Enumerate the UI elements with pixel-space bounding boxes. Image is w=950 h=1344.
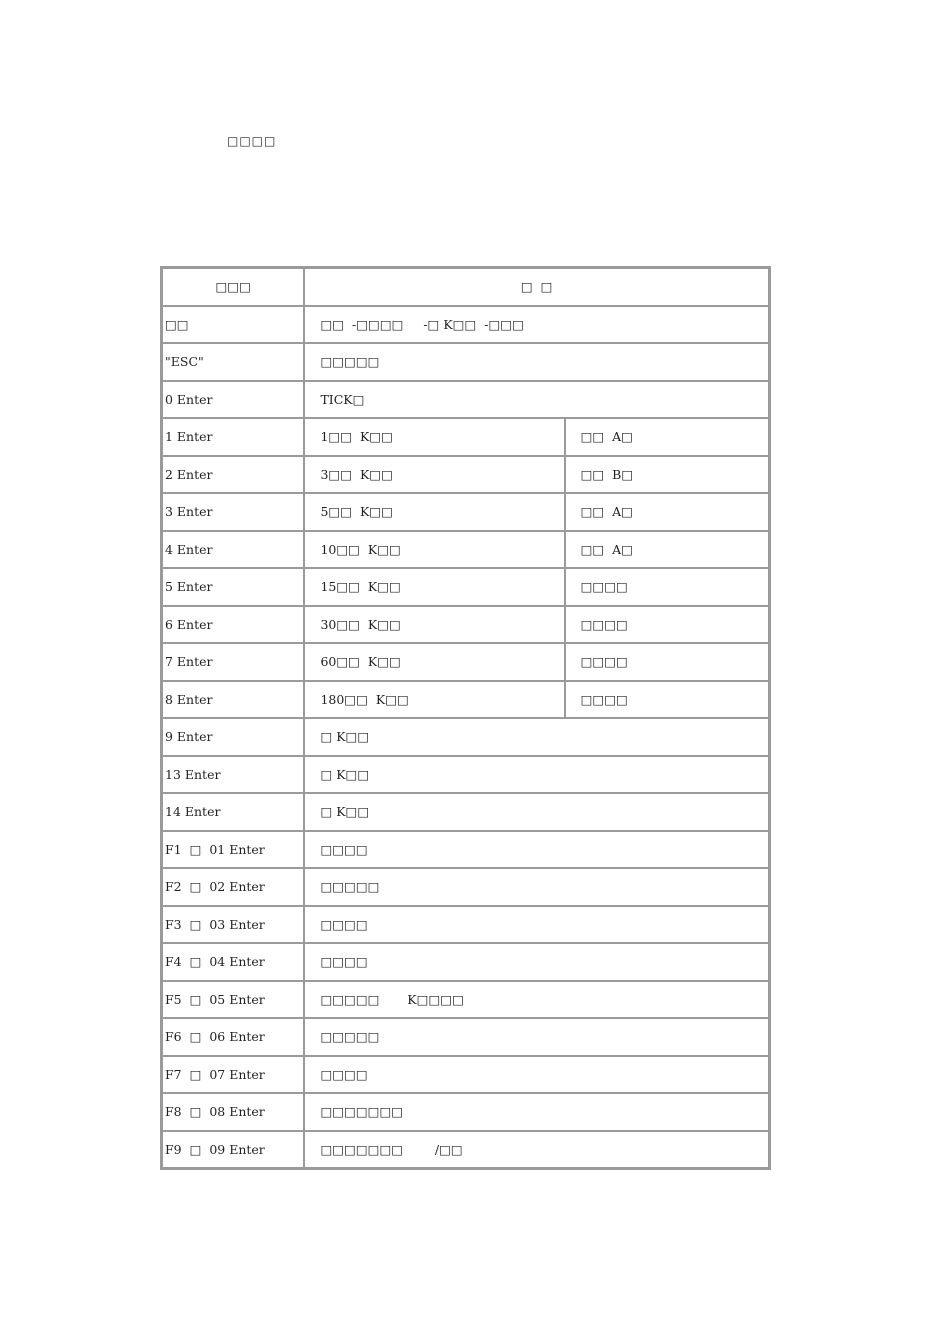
key-cell: □□ — [162, 306, 304, 344]
function-cell: □□□□□ — [304, 1018, 769, 1056]
table-row — [162, 906, 769, 944]
table-row — [162, 643, 769, 681]
key-cell: F6 □ 06 Enter — [162, 1018, 304, 1056]
table-row — [162, 456, 769, 494]
table-row — [162, 793, 769, 831]
key-cell: F9 □ 09 Enter — [162, 1131, 304, 1169]
function-cell: □□□□ — [304, 906, 769, 944]
key-cell: 14 Enter — [162, 793, 304, 831]
key-cell: 1 Enter — [162, 418, 304, 456]
key-cell: 7 Enter — [162, 643, 304, 681]
table-row — [162, 943, 769, 981]
key-cell: F3 □ 03 Enter — [162, 906, 304, 944]
key-cell: 4 Enter — [162, 531, 304, 569]
function-cell: □□□□□ — [304, 343, 769, 381]
function-cell: □□□□ — [304, 943, 769, 981]
extra-cell: □□ B□ — [565, 456, 769, 494]
table-row — [162, 606, 769, 644]
table-row — [162, 718, 769, 756]
key-cell: 0 Enter — [162, 381, 304, 419]
function-cell: 180□□ K□□ — [304, 681, 564, 719]
function-cell: □□□□ — [304, 831, 769, 869]
function-cell: 15□□ K□□ — [304, 568, 564, 606]
table-row — [162, 681, 769, 719]
header-function-cell: □ □ — [304, 268, 769, 306]
table-row — [162, 568, 769, 606]
key-cell: F8 □ 08 Enter — [162, 1093, 304, 1131]
function-cell: □ K□□ — [304, 718, 769, 756]
table-header-row — [162, 268, 769, 306]
function-cell: 3□□ K□□ — [304, 456, 564, 494]
function-cell: 10□□ K□□ — [304, 531, 564, 569]
shortcut-table — [160, 266, 771, 1170]
key-cell: 8 Enter — [162, 681, 304, 719]
table-row — [162, 756, 769, 794]
extra-cell: □□ A□ — [565, 493, 769, 531]
table-row — [162, 381, 769, 419]
table-row — [162, 831, 769, 869]
function-cell: 30□□ K□□ — [304, 606, 564, 644]
key-cell: 13 Enter — [162, 756, 304, 794]
extra-cell: □□ A□ — [565, 418, 769, 456]
function-cell: □□□□□ — [304, 868, 769, 906]
table-row — [162, 493, 769, 531]
table-row — [162, 1056, 769, 1094]
function-cell: □□ -□□□□ -□ K□□ -□□□ — [304, 306, 769, 344]
header-key-cell: □□□ — [162, 268, 304, 306]
function-cell: TICK□ — [304, 381, 769, 419]
function-cell: 1□□ K□□ — [304, 418, 564, 456]
key-cell: F7 □ 07 Enter — [162, 1056, 304, 1094]
extra-cell: □□□□ — [565, 606, 769, 644]
function-cell: □□□□□ K□□□□ — [304, 981, 769, 1019]
table-row — [162, 1093, 769, 1131]
function-cell: 60□□ K□□ — [304, 643, 564, 681]
function-cell: □□□□□□□ — [304, 1093, 769, 1131]
function-cell: □ K□□ — [304, 756, 769, 794]
key-cell: F1 □ 01 Enter — [162, 831, 304, 869]
key-cell: 3 Enter — [162, 493, 304, 531]
table-row — [162, 868, 769, 906]
key-cell: F2 □ 02 Enter — [162, 868, 304, 906]
extra-cell: □□ A□ — [565, 531, 769, 569]
key-cell: 6 Enter — [162, 606, 304, 644]
key-cell: 9 Enter — [162, 718, 304, 756]
key-cell: "ESC" — [162, 343, 304, 381]
extra-cell: □□□□ — [565, 643, 769, 681]
table-row — [162, 981, 769, 1019]
extra-cell: □□□□ — [565, 681, 769, 719]
function-cell: □ K□□ — [304, 793, 769, 831]
page-heading: □□□□ — [227, 134, 277, 148]
key-cell: 2 Enter — [162, 456, 304, 494]
extra-cell: □□□□ — [565, 568, 769, 606]
function-cell: □□□□□□□ /□□ — [304, 1131, 769, 1169]
function-cell: □□□□ — [304, 1056, 769, 1094]
key-cell: F4 □ 04 Enter — [162, 943, 304, 981]
function-cell: 5□□ K□□ — [304, 493, 564, 531]
table-row — [162, 306, 769, 344]
key-cell: 5 Enter — [162, 568, 304, 606]
table-row — [162, 343, 769, 381]
table-row — [162, 418, 769, 456]
table-row — [162, 1018, 769, 1056]
table-row — [162, 1131, 769, 1169]
table-row — [162, 531, 769, 569]
key-cell: F5 □ 05 Enter — [162, 981, 304, 1019]
